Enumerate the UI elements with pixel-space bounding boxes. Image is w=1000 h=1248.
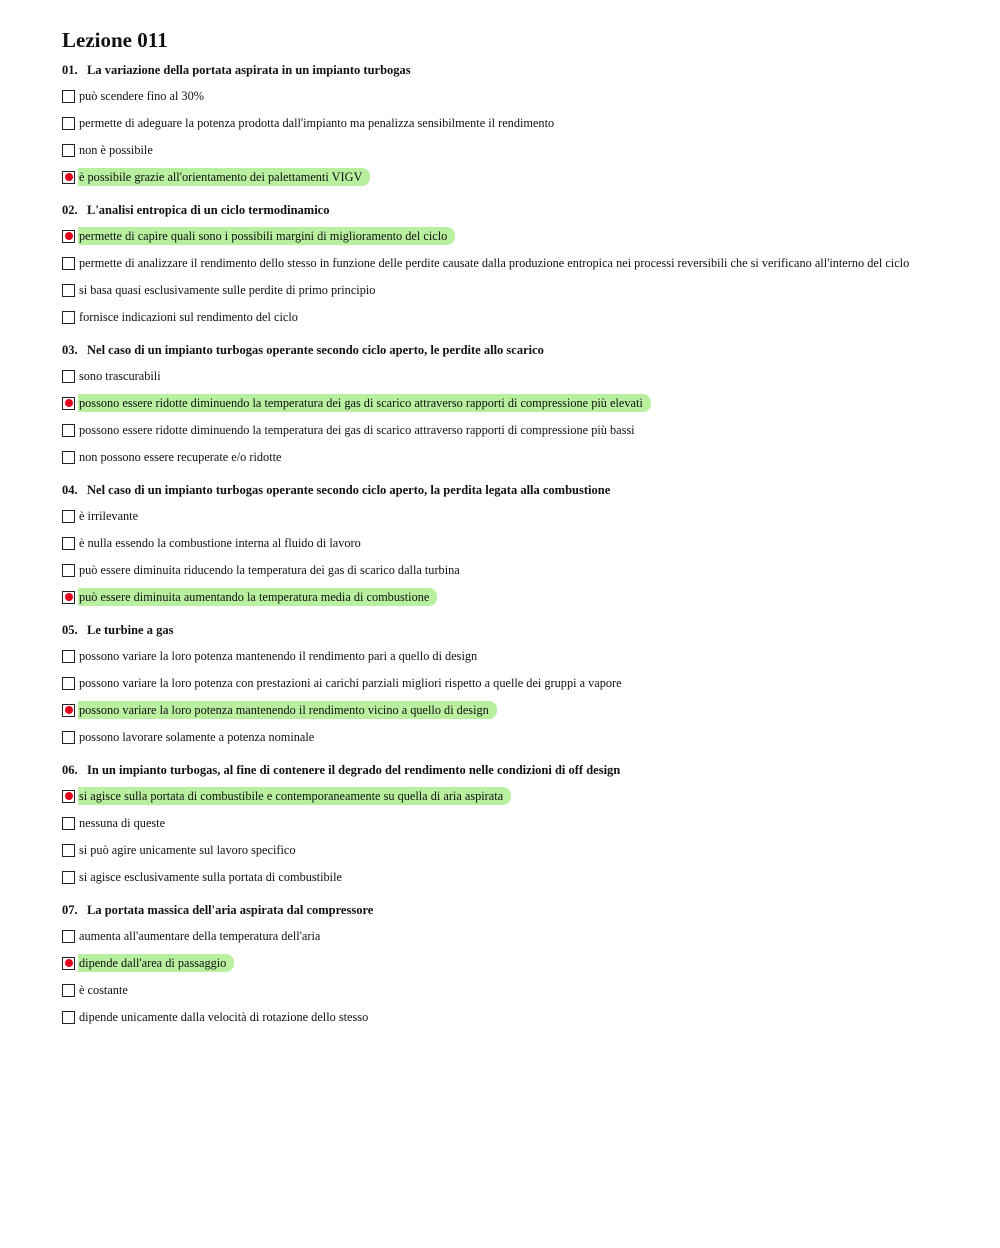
selected-dot-icon xyxy=(65,399,73,407)
answer-option[interactable] xyxy=(62,647,962,665)
question-number: 05. xyxy=(62,623,78,637)
answer-option[interactable] xyxy=(62,814,962,832)
question-title xyxy=(62,482,962,498)
answer-option-selected[interactable] xyxy=(62,394,962,412)
answer-option-selected[interactable] xyxy=(62,954,962,972)
selected-dot-icon xyxy=(65,706,73,714)
question-text: L'analisi entropica di un ciclo termodinamico xyxy=(87,203,330,217)
question-number: 02. xyxy=(62,203,78,217)
question-7 xyxy=(62,902,962,1026)
selected-dot-icon xyxy=(65,792,73,800)
answer-label: si agisce esclusivamente sulla portata di combustibile xyxy=(79,870,342,884)
answer-label: può scendere fino al 30% xyxy=(79,89,204,103)
answer-label: sono trascurabili xyxy=(79,369,161,383)
checkbox[interactable] xyxy=(62,230,75,243)
checkbox[interactable] xyxy=(62,704,75,717)
answer-label: possono essere ridotte diminuendo la temperatura dei gas di scarico attraverso rapporti di compressione più bassi xyxy=(79,423,635,437)
answer-option[interactable] xyxy=(62,728,962,746)
question-text: La variazione della portata aspirata in un impianto turbogas xyxy=(87,63,411,77)
answer-label: aumenta all'aumentare della temperatura dell'aria xyxy=(79,929,321,943)
question-title xyxy=(62,622,962,638)
question-text: Nel caso di un impianto turbogas operante secondo ciclo aperto, le perdite allo scarico xyxy=(87,343,544,357)
answer-label: si agisce sulla portata di combustibile e contemporaneamente su quella di aria aspirata xyxy=(78,787,511,805)
question-title xyxy=(62,342,962,358)
question-text: Nel caso di un impianto turbogas operante secondo ciclo aperto, la perdita legata alla combustione xyxy=(87,483,611,497)
checkbox[interactable] xyxy=(62,451,75,464)
checkbox[interactable] xyxy=(62,397,75,410)
checkbox[interactable] xyxy=(62,930,75,943)
answer-option-selected[interactable] xyxy=(62,787,962,805)
checkbox[interactable] xyxy=(62,90,75,103)
answer-label: non possono essere recuperate e/o ridotte xyxy=(79,450,282,464)
question-6 xyxy=(62,762,962,886)
answer-label: possono essere ridotte diminuendo la temperatura dei gas di scarico attraverso rapporti di compressione più elevati xyxy=(78,394,651,412)
answer-label: permette di analizzare il rendimento dello stesso in funzione delle perdite causate dalla produzione entropica nei processi reversibili che si verificano all'interno del ciclo xyxy=(79,256,910,270)
checkbox[interactable] xyxy=(62,650,75,663)
answer-label: fornisce indicazioni sul rendimento del ciclo xyxy=(79,310,298,324)
answer-option[interactable] xyxy=(62,114,962,132)
answer-option[interactable] xyxy=(62,841,962,859)
selected-dot-icon xyxy=(65,959,73,967)
checkbox[interactable] xyxy=(62,424,75,437)
checkbox[interactable] xyxy=(62,257,75,270)
checkbox[interactable] xyxy=(62,311,75,324)
answer-label: può essere diminuita aumentando la temperatura media di combustione xyxy=(78,588,437,606)
question-title xyxy=(62,62,962,78)
answer-label: si può agire unicamente sul lavoro specifico xyxy=(79,843,296,857)
question-1 xyxy=(62,62,962,186)
selected-dot-icon xyxy=(65,232,73,240)
document-page xyxy=(62,26,962,1042)
question-5 xyxy=(62,622,962,746)
question-number: 06. xyxy=(62,763,78,777)
question-title xyxy=(62,202,962,218)
answer-label: può essere diminuita riducendo la temperatura dei gas di scarico dalla turbina xyxy=(79,563,460,577)
checkbox[interactable] xyxy=(62,537,75,550)
answer-label: possono variare la loro potenza mantenendo il rendimento vicino a quello di design xyxy=(78,701,497,719)
checkbox[interactable] xyxy=(62,817,75,830)
answer-label: dipende unicamente dalla velocità di rotazione dello stesso xyxy=(79,1010,369,1024)
answer-option-selected[interactable] xyxy=(62,588,962,606)
answer-option-selected[interactable] xyxy=(62,168,962,186)
question-title xyxy=(62,902,962,918)
answer-option[interactable] xyxy=(62,281,962,299)
answer-label: è costante xyxy=(79,983,128,997)
answer-option[interactable] xyxy=(62,308,962,326)
answer-label: è nulla essendo la combustione interna al fluido di lavoro xyxy=(79,536,361,550)
checkbox[interactable] xyxy=(62,370,75,383)
checkbox[interactable] xyxy=(62,984,75,997)
answer-label: dipende dall'area di passaggio xyxy=(78,954,234,972)
checkbox[interactable] xyxy=(62,591,75,604)
answer-option[interactable] xyxy=(62,927,962,945)
question-number: 01. xyxy=(62,63,78,77)
question-text: In un impianto turbogas, al fine di contenere il degrado del rendimento nelle condizioni di off design xyxy=(87,763,621,777)
answer-option[interactable] xyxy=(62,561,962,579)
checkbox[interactable] xyxy=(62,871,75,884)
question-number: 04. xyxy=(62,483,78,497)
answer-option[interactable] xyxy=(62,421,962,439)
checkbox[interactable] xyxy=(62,284,75,297)
answer-option[interactable] xyxy=(62,448,962,466)
checkbox[interactable] xyxy=(62,510,75,523)
answer-label: permette di capire quali sono i possibili margini di miglioramento del ciclo xyxy=(78,227,455,245)
question-4 xyxy=(62,482,962,606)
answer-label: possono lavorare solamente a potenza nominale xyxy=(79,730,315,744)
checkbox[interactable] xyxy=(62,144,75,157)
answer-label: è possibile grazie all'orientamento dei palettamenti VIGV xyxy=(78,168,370,186)
answer-label: non è possibile xyxy=(79,143,153,157)
page-title: Lezione 011 xyxy=(62,28,168,52)
answer-label: nessuna di queste xyxy=(79,816,166,830)
question-2 xyxy=(62,202,962,326)
answer-option[interactable] xyxy=(62,534,962,552)
checkbox[interactable] xyxy=(62,844,75,857)
answer-option[interactable] xyxy=(62,87,962,105)
checkbox[interactable] xyxy=(62,957,75,970)
question-3 xyxy=(62,342,962,466)
selected-dot-icon xyxy=(65,593,73,601)
question-number: 03. xyxy=(62,343,78,357)
answer-label: possono variare la loro potenza mantenendo il rendimento pari a quello di design xyxy=(79,649,478,663)
answer-option[interactable] xyxy=(62,1008,962,1026)
answer-option[interactable] xyxy=(62,141,962,159)
answer-option[interactable] xyxy=(62,981,962,999)
answer-option[interactable] xyxy=(62,367,962,385)
checkbox[interactable] xyxy=(62,171,75,184)
checkbox[interactable] xyxy=(62,677,75,690)
answer-option[interactable] xyxy=(62,507,962,525)
answer-label: è irrilevante xyxy=(79,509,139,523)
answer-option[interactable] xyxy=(62,674,962,692)
question-text: La portata massica dell'aria aspirata dal compressore xyxy=(87,903,374,917)
answer-label: permette di adeguare la potenza prodotta dall'impianto ma penalizza sensibilmente il rendimento xyxy=(79,116,555,130)
question-title xyxy=(62,762,962,778)
answer-option[interactable] xyxy=(62,254,962,272)
selected-dot-icon xyxy=(65,173,73,181)
question-text: Le turbine a gas xyxy=(87,623,174,637)
answer-option-selected[interactable] xyxy=(62,227,962,245)
answer-label: si basa quasi esclusivamente sulle perdite di primo principio xyxy=(79,283,376,297)
answer-option[interactable] xyxy=(62,868,962,886)
checkbox[interactable] xyxy=(62,564,75,577)
checkbox[interactable] xyxy=(62,117,75,130)
answer-option-selected[interactable] xyxy=(62,701,962,719)
checkbox[interactable] xyxy=(62,1011,75,1024)
question-list xyxy=(62,62,962,1026)
answer-label: possono variare la loro potenza con prestazioni ai carichi parziali migliori rispetto a quelle dei gruppi a vapore xyxy=(79,676,622,690)
checkbox[interactable] xyxy=(62,790,75,803)
question-number: 07. xyxy=(62,903,78,917)
checkbox[interactable] xyxy=(62,731,75,744)
